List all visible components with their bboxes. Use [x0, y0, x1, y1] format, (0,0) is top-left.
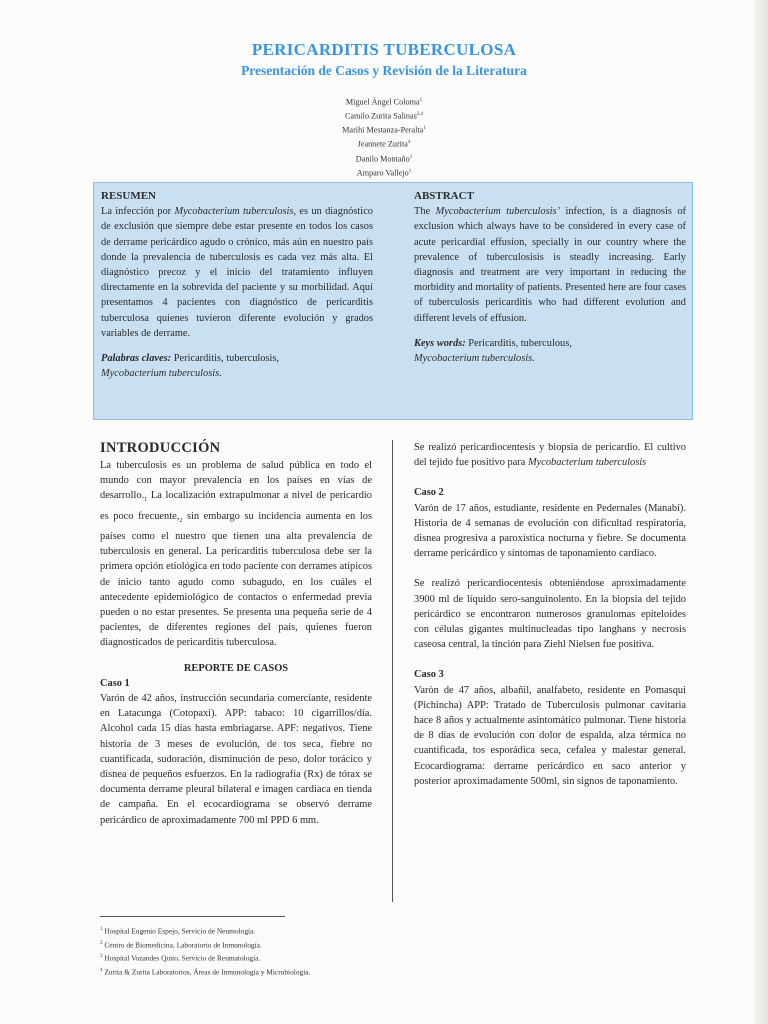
resumen-section: [101, 189, 373, 381]
footnote: $^2$ Centro de Biomedicina, Laboratorio de Inmunología.: [100, 940, 262, 950]
case2-heading: Caso 2: [414, 487, 444, 499]
case1-paragraph: Varón de 42 años, instrucción secundaria comerciante, residente en Latacunga (Cotopaxi). APP: tabaco: 10 cigarrillos/día. Alcohol cada 15 días hasta embriagarse. APF: negativos. Tiene historia de 3 meses de evolución, de tos seca, fiebre no cuantificada, sudoración, disminución de peso, dolor torácico y disnea de pequeños esfuerzos. En la radiografía (Rx) de tórax se documenta derrame pleural bilateral e imagen cardiaca en tienda de campaña. En el ecocardiograma se observó derrame pericárdico de aproximadamente 700 ml PPD 6 mm.: [100, 693, 372, 826]
left-column: [100, 440, 372, 828]
right-column: [414, 440, 686, 789]
intro-heading: INTRODUCCIÓN: [100, 440, 221, 456]
author-line: Jeannete Zurita$^4$: [357, 140, 411, 150]
footnotes: [100, 924, 440, 979]
intro-paragraph: La tuberculosis es un problema de salud pública en todo el mundo con mayor prevalencia en los países en vías de $desarrollo._1$ La localización extrapulmonar a nivel de pericardio es poco $frecuente,_2$ sin embargo su incidencia aumenta en los países como el nuestro que tienen una alta prevalencia de tuberculosis en general. La pericarditis tuberculosa debe ser la primera opción etiológica en todo paciente con derrames atípicos de inicio tanto agudo como subagudo, en los cuáles el antecedente epidemiológico de contactos o enfermedad previa pueden o no estar presentes. Se presenta una pequeña serie de 4 pacientes, de diferentes regiones del país, quienes fueron diagnosticados de pericarditis tuberculosa.: [100, 460, 372, 649]
case3-heading: Caso 3: [414, 669, 444, 681]
abstract-section: [414, 189, 686, 366]
case2-paragraph-2: Se realizó pericardiocentesis obteniéndose aproximadamente 3900 ml de líquido sero-sanguinolento. En la biopsia del tejido pericárdico se encontraron numerosos granulomas epiteloides con células gigantes multinucleadas tipo langhans y necrosis caseosa central, la tinción para Ziehl Nielsen fue positiva.: [414, 578, 686, 651]
abstract-body: The Mycobacterium tuberculosis’ infection, is a diagnosis of exclusion which always have to be considered in every case of acute pericardial effusion, specially in our country where the prevalence of tuberculosisis is steadly increasing. Early diagnosis and treatment are very important in reducing the morbidity and mortality of patients. Presented here are four cases of tuberculosis pericarditis who had different evolution and different levels of effusion.: [414, 206, 686, 324]
footnote: $^3$ Hospital Vozandes Quito, Servicio de Reumatología.: [100, 953, 261, 963]
author-line: Camilo Zurita Salinas$^{2,4}$: [344, 111, 424, 121]
case3-paragraph: Varón de 47 años, albañil, analfabeto, residente en Pomasqui (Pichincha) APP: Tratado de Tuberculosis pulmonar cavitaria hace 8 años y actualmente asintomático pulmonar. Tiene historia de 8 días de evolución con dolor de espalda, alza térmica no cuantificada, tos esporádica seca, cefalea y malestar general. Ecocardiograma: derrame pericárdico en saco anterior y posterior aproximadamente 500ml, sin signos de taponamiento.: [414, 684, 686, 787]
author-line: Danilo Montaño$^1$: [355, 154, 413, 164]
author-line: Marihi Mestanza-Peralta$^1$: [342, 126, 426, 136]
abstract-heading: ABSTRACT: [414, 190, 474, 202]
resumen-body: La infección por Mycobacterium tuberculosis, es un diagnóstico de exclusión que siempre debe estar presente en todos los casos de derrame pericárdico agudo o crónico, más aún en nuestro país donde la prevalencia de tuberculosis es cada vez más alta. El diagnóstico precoz y el inicio del tratamiento influyen directamente en la sobrevida del paciente y su morbilidad. Aquí presentamos 4 pacientes con diagnóstico de pericarditis tuberculosa quienes tuvieron diferente evolución y grados variables de derrame.: [101, 206, 373, 339]
case1-heading: Caso 1: [100, 677, 130, 689]
footnote: $^1$ Hospital Eugenio Espejo, Servicio de Neumología.: [100, 926, 256, 936]
abstract-keywords: Keys words: Pericarditis, tuberculous, Mycobacterium tuberculosis.: [414, 337, 572, 365]
resumen-keywords: Palabras claves: Pericarditis, tuberculosis, Mycobacterium tuberculosis.: [101, 353, 280, 380]
column-divider: [392, 440, 393, 902]
case2-paragraph: Varón de 17 años, estudiante, residente en Pedernales (Manabí). Historia de 4 semanas de evolución con dificultad respiratoria, disnea progresiva a paroxística nocturna y fiebre. Se documenta derrame pericárdico y síntomas de taponamiento cardiaco.: [414, 502, 686, 560]
article-subtitle: Presentación de Casos y Revisión de la Literatura: [241, 63, 527, 78]
article-title: PERICARDITIS TUBERCULOSA: [251, 40, 517, 59]
resumen-heading: RESUMEN: [101, 190, 157, 202]
case1-continuation: Se realizó pericardiocentesis y biopsia de pericardio. El cultivo del tejido fue positivo para Mycobacterium tuberculosis: [414, 442, 686, 469]
author-line: Amparo Vallejo$^1$: [356, 168, 412, 178]
author-list: [0, 95, 768, 180]
report-heading: REPORTE DE CASOS: [183, 662, 289, 674]
footnote: $^4$ Zurita & Zurita Laboratorios, Áreas de Inmunología y Microbiología.: [100, 967, 311, 977]
author-line: Miguel Ángel Coloma$^1$: [345, 97, 423, 107]
footnote-rule: [100, 916, 285, 917]
abstract-box: [93, 182, 693, 420]
